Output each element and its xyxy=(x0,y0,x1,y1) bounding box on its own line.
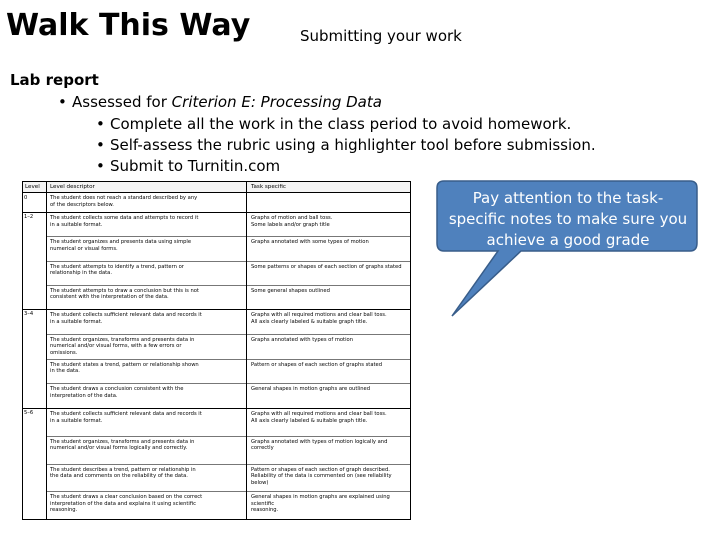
bullet-text: Complete all the work in the class period to avoid homework. xyxy=(110,115,572,133)
rubric-row-divider xyxy=(23,212,410,213)
bullet-text: Self-assess the rubric using a highlighter tool before submission. xyxy=(110,136,596,154)
rubric-descriptor: The student organizes and presents data using simple numerical or visual forms. xyxy=(50,239,192,252)
header-level: Level xyxy=(25,184,40,190)
descriptor-divider xyxy=(47,334,246,335)
bullet-item xyxy=(96,136,596,154)
rubric-task-note: Some patterns or shapes of each section of graphs stated xyxy=(251,263,402,270)
task-divider xyxy=(247,359,410,360)
bullet-text: Submit to Turnitin.com xyxy=(110,157,281,175)
rubric-descriptor: The student collects sufficient relevant data and records it in a suitable format. xyxy=(50,411,202,424)
slide-subtitle: Submitting your work xyxy=(300,27,462,45)
rubric-task-note: Graphs of motion and ball toss. Some labels and/or graph title xyxy=(251,215,333,228)
descriptor-divider xyxy=(47,261,246,262)
bullet-dot-icon: • xyxy=(96,115,105,133)
rubric-descriptor: The student organizes, transforms and presents data in numerical and/or visual forms logically and correctly. xyxy=(50,438,195,452)
rubric-descriptor: The student collects some data and attempts to record it in a suitable format. xyxy=(50,215,199,228)
rubric-task-note: Pattern or shapes of each section of graph described. Reliability of the data is commented on (see reliability below) xyxy=(251,466,392,486)
rubric-task-note: Graphs annotated with types of motion logically and correctly xyxy=(251,438,388,452)
task-divider xyxy=(247,236,410,237)
rubric-level: 5–6 xyxy=(24,410,34,416)
bullet-assessed xyxy=(58,93,382,111)
bullet-dot-icon: • xyxy=(96,136,105,154)
rubric-task-note: General shapes in motion graphs are outlined xyxy=(251,386,371,393)
bullet-dot-icon: • xyxy=(58,93,67,111)
rubric-task-note: Graphs with all required motions and clear ball toss. All axis clearly labeled & suitable graph title. xyxy=(251,312,387,325)
descriptor-divider xyxy=(47,491,246,492)
header-descriptor: Level descriptor xyxy=(50,184,95,190)
rubric-descriptor: The student attempts to identify a trend, pattern or relationship in the data. xyxy=(50,263,184,277)
rubric-level: 1–2 xyxy=(24,214,34,220)
rubric-descriptor: The student collects sufficient relevant data and records it in a suitable format. xyxy=(50,312,202,325)
rubric-row-divider xyxy=(23,408,410,409)
rubric-table xyxy=(22,181,411,520)
section-heading: Lab report xyxy=(10,71,99,89)
task-divider xyxy=(247,285,410,286)
descriptor-divider xyxy=(47,436,246,437)
bullet-dot-icon: • xyxy=(96,157,105,175)
rubric-descriptor: The student draws a conclusion consistent with the interpretation of the data. xyxy=(50,386,184,399)
rubric-descriptor: The student draws a clear conclusion based on the correct interpretation of the data and explains it using scientific reasoning. xyxy=(50,494,203,514)
callout-text: Pay attention to the task-specific notes to make sure you achieve a good grade xyxy=(448,189,688,249)
slide-title: Walk This Way xyxy=(6,8,251,43)
task-divider xyxy=(247,334,410,335)
descriptor-divider xyxy=(47,383,246,384)
bullet-item xyxy=(96,157,280,175)
rubric-level: 3–4 xyxy=(24,311,34,317)
descriptor-divider xyxy=(47,236,246,237)
descriptor-divider xyxy=(47,464,246,465)
level-column xyxy=(23,182,47,519)
task-divider xyxy=(247,383,410,384)
rubric-task-note: Some general shapes outlined xyxy=(251,287,330,294)
rubric-task-note: Graphs with all required motions and clear ball toss. All axis clearly labeled & suitable graph title. xyxy=(251,411,387,424)
rubric-level: 0 xyxy=(24,195,28,201)
rubric-task-note: Graphs annotated with types of motion xyxy=(251,336,353,343)
descriptor-divider xyxy=(47,285,246,286)
bullet-item xyxy=(96,115,571,133)
rubric-descriptor: The student describes a trend, pattern or relationship in the data and comments on the reliability of the data. xyxy=(50,466,196,480)
assessed-prefix: Assessed for xyxy=(72,93,172,111)
rubric-task-note: General shapes in motion graphs are explained using scientific reasoning. xyxy=(251,494,390,514)
rubric-task-note: Pattern or shapes of each section of graphs stated xyxy=(251,361,383,368)
rubric-descriptor: The student organizes, transforms and presents data in numerical and/or visual forms, with a few errors or omissions. xyxy=(50,336,195,356)
task-divider xyxy=(247,261,410,262)
task-divider xyxy=(247,464,410,465)
descriptor-divider xyxy=(47,359,246,360)
assessed-criterion: Criterion E: Processing Data xyxy=(171,93,382,111)
task-divider xyxy=(247,436,410,437)
rubric-row-divider xyxy=(23,309,410,310)
rubric-task-note: Graphs annotated with some types of motion xyxy=(251,239,369,246)
rubric-descriptor: The student attempts to draw a conclusion but this is not consistent with the interpretation of the data. xyxy=(50,287,199,301)
rubric-descriptor: The student states a trend, pattern or relationship shown in the data. xyxy=(50,361,199,375)
rubric-descriptor: The student does not reach a standard described by any of the descriptors below. xyxy=(50,195,198,208)
header-task: Task specific xyxy=(251,184,286,190)
task-divider xyxy=(247,491,410,492)
